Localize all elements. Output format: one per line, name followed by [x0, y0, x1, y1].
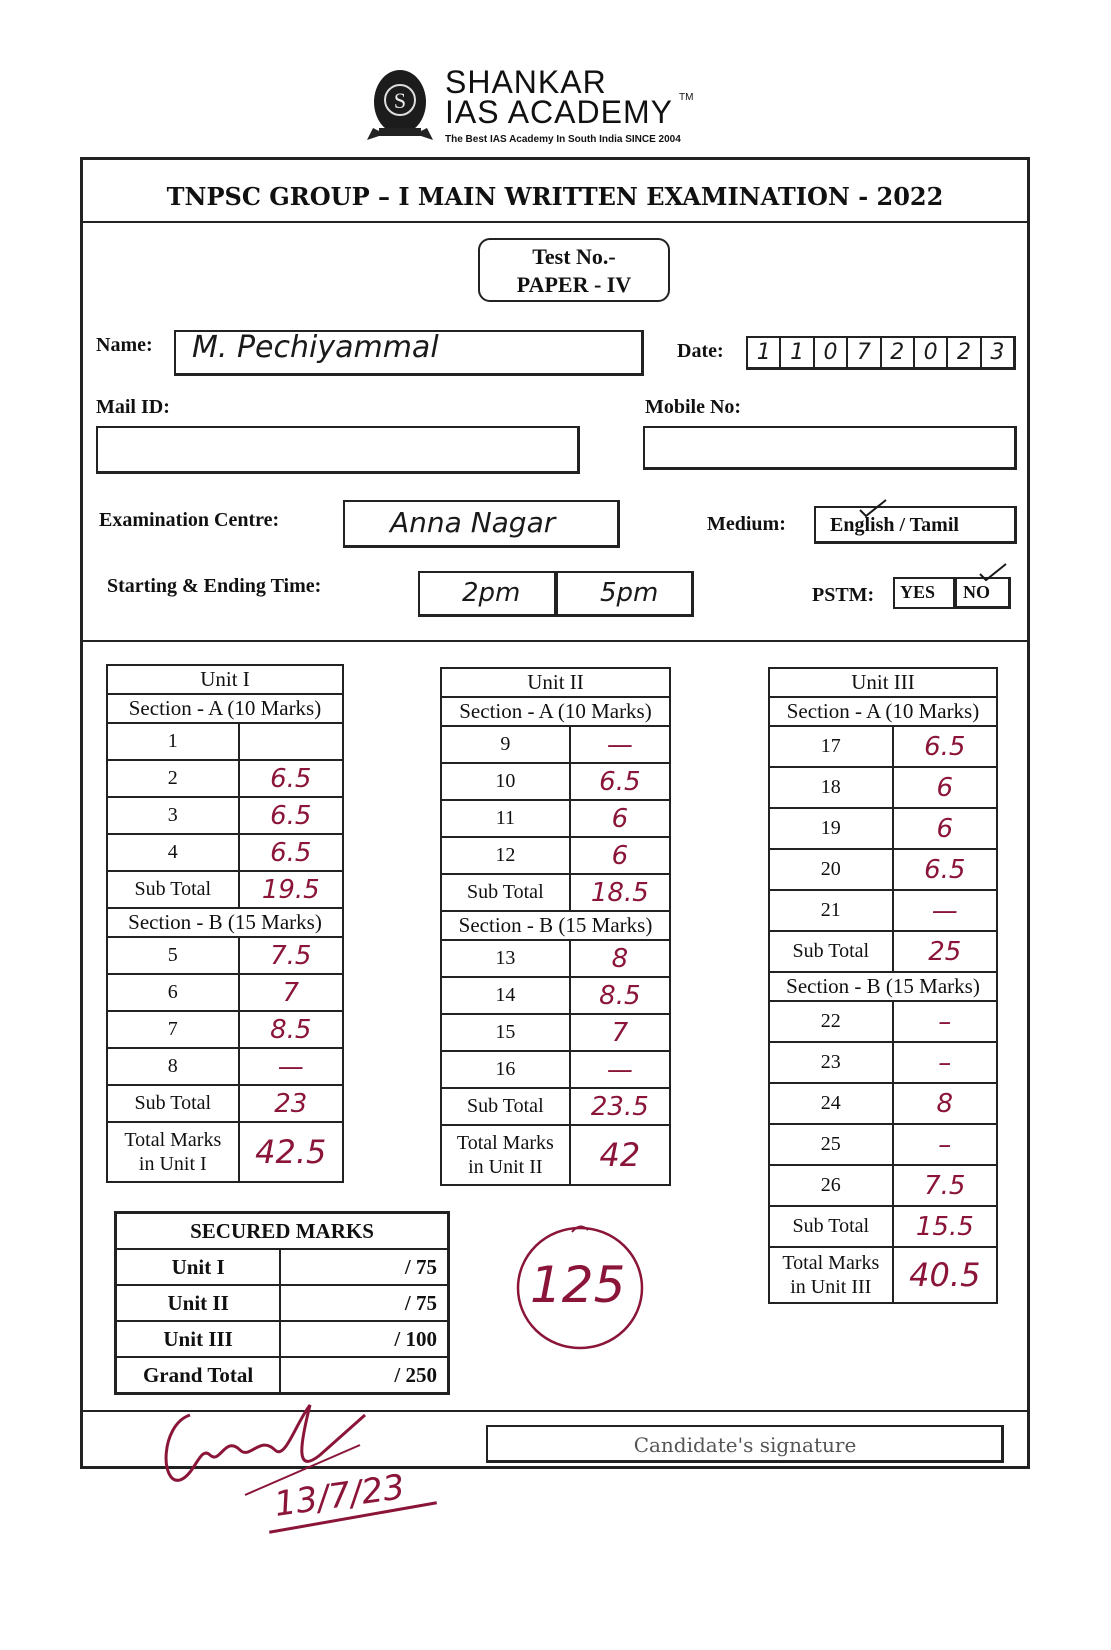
table-row — [769, 1042, 997, 1083]
question-number: 14 — [441, 977, 570, 1014]
unit1-table — [106, 664, 344, 1183]
mark-cell[interactable]: – — [893, 1001, 997, 1042]
subtotal-label: Sub Total — [769, 1206, 893, 1247]
date-digit: 1 — [756, 340, 771, 365]
subtotal-label: Sub Total — [441, 1088, 570, 1125]
subtotal-value[interactable]: 18.5 — [570, 874, 670, 911]
unit2-section-a: Section - A (10 Marks) — [441, 697, 670, 726]
secured-unit-max[interactable]: / 75 — [280, 1249, 448, 1285]
start-time-value: 2pm — [462, 578, 521, 608]
evaluator-date: 13/7/23 — [271, 1467, 408, 1525]
total-label-line2: in Unit II — [468, 1156, 543, 1178]
unit2-section-b: Section - B (15 Marks) — [441, 911, 670, 940]
logo-line1: SHANKAR — [445, 64, 607, 100]
centre-value: Anna Nagar — [390, 506, 556, 539]
unit1-section-b: Section - B (15 Marks) — [107, 908, 343, 937]
unit3-section-a: Section - A (10 Marks) — [769, 697, 997, 726]
paper-label: PAPER - IV — [516, 272, 632, 297]
table-row — [116, 1357, 449, 1394]
logo-tagline: The Best IAS Academy In South India SINCE 2004 — [445, 134, 681, 145]
date-digit: 3 — [980, 338, 1013, 367]
total-label-line2: in Unit III — [790, 1276, 872, 1298]
total-label-line1: Total Marks — [124, 1129, 222, 1151]
question-number: 19 — [769, 808, 893, 849]
mark-cell[interactable]: 6.5 — [239, 834, 343, 871]
secured-unit-label: Unit I — [116, 1249, 281, 1285]
question-number: 25 — [769, 1124, 893, 1165]
table-row — [107, 797, 343, 834]
mark-cell[interactable]: 7.5 — [239, 937, 343, 974]
logo — [365, 62, 705, 146]
secured-unit-max[interactable]: / 100 — [280, 1321, 448, 1357]
table-row — [107, 937, 343, 974]
mark-cell[interactable]: — — [570, 726, 670, 763]
table-row — [441, 726, 670, 763]
secured-unit-max[interactable]: / 75 — [280, 1285, 448, 1321]
date-digit: 1 — [779, 338, 812, 367]
mark-cell[interactable]: — — [570, 1051, 670, 1088]
mark-cell[interactable]: 8 — [893, 1083, 997, 1124]
date-digit: 0 — [813, 338, 846, 367]
date-digit: 0 — [913, 338, 946, 367]
total-value[interactable]: 40.5 — [893, 1247, 997, 1303]
table-row — [769, 849, 997, 890]
title-rule — [82, 221, 1028, 223]
table-row — [441, 763, 670, 800]
table-row — [441, 1051, 670, 1088]
subtotal-label: Sub Total — [769, 931, 893, 972]
unit2-table — [440, 667, 671, 1186]
mark-cell[interactable]: 8.5 — [239, 1011, 343, 1048]
table-row — [116, 1285, 449, 1321]
total-row — [769, 1247, 997, 1303]
question-number: 2 — [107, 760, 239, 797]
grand-score: 125 — [530, 1256, 626, 1314]
medium-check-icon — [858, 498, 888, 518]
question-number: 3 — [107, 797, 239, 834]
subtotal-value[interactable]: 19.5 — [239, 871, 343, 908]
logo-line2: IAS ACADEMY — [445, 94, 673, 130]
secured-marks-table — [114, 1211, 450, 1395]
secured-marks-title: SECURED MARKS — [116, 1213, 449, 1250]
table-row — [107, 760, 343, 797]
table-row — [116, 1249, 449, 1285]
question-number: 11 — [441, 800, 570, 837]
date-digit: 2 — [880, 338, 913, 367]
medium-value: English / Tamil — [830, 514, 959, 536]
pstm-yes-label: YES — [900, 582, 936, 602]
question-number: 15 — [441, 1014, 570, 1051]
total-label — [769, 1247, 893, 1303]
table-row — [769, 890, 997, 931]
subtotal-row — [107, 871, 343, 908]
date-digit: 2 — [946, 338, 979, 367]
mark-cell[interactable]: 6.5 — [570, 763, 670, 800]
test-number-box — [478, 238, 670, 302]
table-row — [441, 940, 670, 977]
table-row — [441, 837, 670, 874]
centre-label: Examination Centre: — [99, 509, 280, 531]
mark-cell[interactable]: 6.5 — [239, 760, 343, 797]
secured-unit-label: Unit II — [116, 1285, 281, 1321]
mark-cell[interactable]: – — [893, 1042, 997, 1083]
table-row — [441, 1014, 670, 1051]
mark-cell[interactable]: 6 — [893, 767, 997, 808]
section-rule — [82, 640, 1028, 642]
candidate-signature-label: Candidate's signature — [633, 1433, 857, 1457]
pstm-no-label: NO — [963, 582, 990, 602]
table-row — [769, 1165, 997, 1206]
question-number: 6 — [107, 974, 239, 1011]
date-digit: 7 — [846, 338, 879, 367]
mark-cell[interactable]: — — [239, 1048, 343, 1085]
subtotal-value[interactable]: 23.5 — [570, 1088, 670, 1125]
table-row — [107, 834, 343, 871]
mark-cell[interactable]: – — [893, 1124, 997, 1165]
table-row — [441, 800, 670, 837]
table-row — [769, 1124, 997, 1165]
total-label — [107, 1122, 239, 1182]
table-row — [107, 1048, 343, 1085]
mark-cell[interactable]: 7 — [239, 974, 343, 1011]
date-field[interactable] — [746, 336, 1016, 370]
total-label-line2: in Unit I — [138, 1153, 207, 1175]
subtotal-row — [769, 1206, 997, 1247]
mark-cell[interactable]: 6.5 — [893, 849, 997, 890]
subtotal-label: Sub Total — [107, 871, 239, 908]
total-label — [441, 1125, 570, 1185]
unit1-title: Unit I — [107, 665, 343, 694]
question-number: 20 — [769, 849, 893, 890]
date-label: Date: — [677, 340, 724, 362]
mark-cell[interactable]: 7 — [570, 1014, 670, 1051]
question-number: 5 — [107, 937, 239, 974]
subtotal-label: Sub Total — [441, 874, 570, 911]
secured-unit-label: Grand Total — [116, 1357, 281, 1394]
table-row — [769, 767, 997, 808]
logo-tm: TM — [679, 92, 694, 103]
medium-label: Medium: — [707, 513, 786, 535]
unit3-table — [768, 667, 998, 1304]
table-row — [769, 1001, 997, 1042]
table-row — [769, 808, 997, 849]
pstm-label: PSTM: — [812, 584, 875, 606]
question-number: 26 — [769, 1165, 893, 1206]
secured-unit-max[interactable]: / 250 — [280, 1357, 448, 1394]
mobile-field[interactable] — [643, 426, 1017, 470]
subtotal-value[interactable]: 15.5 — [893, 1206, 997, 1247]
table-row — [107, 974, 343, 1011]
question-number: 8 — [107, 1048, 239, 1085]
subtotal-row — [441, 874, 670, 911]
mark-cell[interactable]: 6.5 — [239, 797, 343, 834]
mail-field[interactable] — [96, 426, 580, 474]
subtotal-row — [107, 1085, 343, 1122]
table-row — [769, 726, 997, 767]
secured-unit-label: Unit III — [116, 1321, 281, 1357]
unit3-title: Unit III — [769, 668, 997, 697]
mark-cell[interactable]: 6 — [893, 808, 997, 849]
mark-cell[interactable]: — — [893, 890, 997, 931]
mark-cell[interactable]: 8.5 — [570, 977, 670, 1014]
mark-cell[interactable]: 6.5 — [893, 726, 997, 767]
unit1-section-a: Section - A (10 Marks) — [107, 694, 343, 723]
question-number: 18 — [769, 767, 893, 808]
mobile-label: Mobile No: — [645, 396, 742, 418]
emblem-icon — [365, 66, 435, 144]
table-row — [107, 1011, 343, 1048]
table-row — [107, 723, 343, 760]
unit3-section-b: Section - B (15 Marks) — [769, 972, 997, 1001]
time-label: Starting & Ending Time: — [107, 575, 322, 597]
end-time-value: 5pm — [600, 578, 659, 608]
question-number: 24 — [769, 1083, 893, 1124]
subtotal-row — [769, 931, 997, 972]
question-number: 7 — [107, 1011, 239, 1048]
question-number: 9 — [441, 726, 570, 763]
total-value[interactable]: 42.5 — [239, 1122, 343, 1182]
exam-title: TNPSC GROUP – I MAIN WRITTEN EXAMINATION - 2022 — [166, 182, 944, 211]
table-row — [441, 977, 670, 1014]
pstm-check-icon — [978, 562, 1008, 582]
emblem-letter: S — [393, 88, 407, 113]
table-row — [116, 1321, 449, 1357]
question-number: 1 — [107, 723, 239, 760]
mark-cell[interactable] — [239, 723, 343, 760]
subtotal-value[interactable]: 25 — [893, 931, 997, 972]
question-number: 22 — [769, 1001, 893, 1042]
mail-label: Mail ID: — [96, 396, 170, 418]
total-row — [441, 1125, 670, 1185]
question-number: 23 — [769, 1042, 893, 1083]
test-number-label: Test No.- — [532, 244, 616, 269]
subtotal-label: Sub Total — [107, 1085, 239, 1122]
question-number: 21 — [769, 890, 893, 931]
mark-cell[interactable]: 8 — [570, 940, 670, 977]
table-row — [769, 1083, 997, 1124]
name-label: Name: — [96, 334, 153, 356]
total-label-line1: Total Marks — [782, 1252, 880, 1274]
subtotal-row — [441, 1088, 670, 1125]
unit2-title: Unit II — [441, 668, 670, 697]
question-number: 4 — [107, 834, 239, 871]
subtotal-value[interactable]: 23 — [239, 1085, 343, 1122]
total-label-line1: Total Marks — [456, 1132, 554, 1154]
mark-cell[interactable]: 6 — [570, 800, 670, 837]
mark-cell[interactable]: 7.5 — [893, 1165, 997, 1206]
name-value: M. Pechiyammal — [192, 330, 439, 365]
question-number: 16 — [441, 1051, 570, 1088]
question-number: 10 — [441, 763, 570, 800]
total-row — [107, 1122, 343, 1182]
question-number: 13 — [441, 940, 570, 977]
question-number: 12 — [441, 837, 570, 874]
mark-cell[interactable]: 6 — [570, 837, 670, 874]
total-value[interactable]: 42 — [570, 1125, 670, 1185]
question-number: 17 — [769, 726, 893, 767]
